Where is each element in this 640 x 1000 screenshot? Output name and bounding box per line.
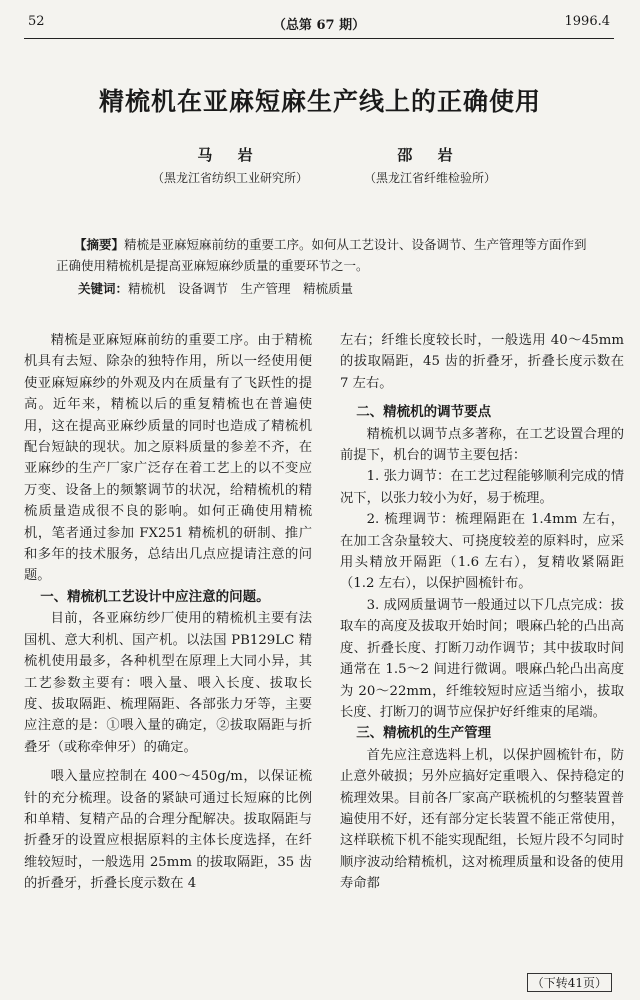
abstract-text: 精梳是亚麻短麻前纺的重要工序。如何从工艺设计、设备调节、生产管理等方面作到正确使用精梳机是提高亚麻短麻纱质量的重要环节之一。 <box>56 237 587 273</box>
article-title: 精梳机在亚麻短麻生产线上的正确使用 <box>98 87 541 116</box>
issue-number: （总第 67 期） <box>272 18 366 33</box>
author-name: 马 岩 <box>197 146 263 164</box>
list-item: 1. 张力调节：在工艺过程能够顺利完成的情况下，以张力较小为好，易于梳理。 <box>340 469 624 506</box>
body-paragraph: 首先应注意选料上机，以保护圆梳针布，防止意外破损；另外应搞好定重喂入、保持稳定的梳理效果。目前各厂家高产联梳机的匀整装置普遍使用不好，还有部分定长装置不能正常使用，这样联梳下机不能实现配组，长短片段不匀同时顺序波动给精梳机，这对梳理质量和设备的使用寿命都 <box>340 747 624 892</box>
abstract-label: 【摘要】 <box>74 237 125 252</box>
keywords-text: 精梳机 设备调节 生产管理 精梳质量 <box>128 281 354 296</box>
intro-paragraph: 精梳是亚麻短麻前纺的重要工序。由于精梳机具有去短、除杂的独特作用，所以一经使用便使亚麻短麻纱的外观及内在质量有了飞跃性的提高。近年来，精梳以后的重复精梳也在普遍使用，这在提高亚麻纱质量的同时也造成了精梳机配台短缺的现状。加之原料质量的参差不齐，在亚麻纱的生产厂家广泛存在着工艺上的以不变应万变、设备上的频繁调节的状况，给精梳机的精梳质量造成很不良的影响。如何正确使用精梳机，笔者通过参加 FX251 精梳机的研制、推广和多年的技术服务，总结出几点应提请注意的问题。 <box>24 333 312 584</box>
body-paragraph: 喂入量应控制在 400～450g/m，以保证梳针的充分梳理。设备的紧缺可通过长短麻的比例和单精、复精产品的合理分配解决。拔取隔距与折叠牙的设置应根据原料的主体长度选择，在纤维较短时，一般选用 25mm 的拔取隔距，35 齿的折叠牙，折叠长度示数在 4 <box>24 769 312 892</box>
right-column <box>340 330 624 895</box>
abstract-block <box>56 234 596 299</box>
author-2 <box>310 144 550 186</box>
author-affiliation: （黑龙江省纺织工业研究所） <box>151 171 308 185</box>
continued-on-page-label: （下转41页） <box>527 973 612 992</box>
abstract <box>56 234 596 276</box>
running-header <box>28 14 610 38</box>
body-paragraph: 精梳机以调节点多著称，在工艺设置合理的前提下，机台的调节主要包括： <box>340 426 624 464</box>
keywords <box>56 278 596 299</box>
section-heading-2: 二、精梳机的调节要点 <box>356 404 492 421</box>
body-paragraph: 目前，各亚麻纺纱厂使用的精梳机主要有法国机、意大利机、国产机。以法国 PB129LC 精梳机使用最多，各种机型在原理上大同小异，其工艺参数主要有：喂入量、喂入长度、拔取长度、拔取隔距、梳理隔距、各部张力牙等，主要应注意的是：①喂入量的确定，②拔取隔距与折叠牙（或称牵伸牙）的确定。 <box>24 611 312 755</box>
section-heading-3: 三、精梳机的生产管理 <box>356 725 492 742</box>
author-affiliation: （黑龙江省纤维检验所） <box>363 171 496 185</box>
list-item: 2. 梳理调节：梳理隔距在 1.4mm 左右，在加工含杂量较大、可挠度较差的原料时，应采用头精放开隔距（1.6 左右），复精收紧隔距（1.2 左右），以保护圆梳针布。 <box>340 512 624 592</box>
header-rule <box>24 38 614 39</box>
list-item: 3. 成网质量调节一般通过以下几点完成：拔取车的高度及拔取开始时间；喂麻凸轮的凸出高度、折叠长度、打断刀动作调节；其中拔取时间通常在 1.5～2 间进行微调。喂麻凸轮凸出高度为 20～22mm，纤维较短时应适当缩小，拔取长度、打断刀的调节应保护好纤维束的尾端。 <box>340 597 624 720</box>
page-number: 52 <box>28 14 45 29</box>
author-name: 邵 岩 <box>397 146 463 164</box>
left-column <box>24 330 312 895</box>
keywords-label: 关键词： <box>78 281 129 296</box>
continued-paragraph: 左右；纤维长度较长时，一般选用 40～45mm 的拔取隔距，45 齿的折叠牙，折叠长度示数在 7 左右。 <box>340 333 624 391</box>
section-heading-1: 一、精梳机工艺设计中应注意的问题。 <box>40 588 270 605</box>
issue-date: 1996.4 <box>564 14 610 29</box>
